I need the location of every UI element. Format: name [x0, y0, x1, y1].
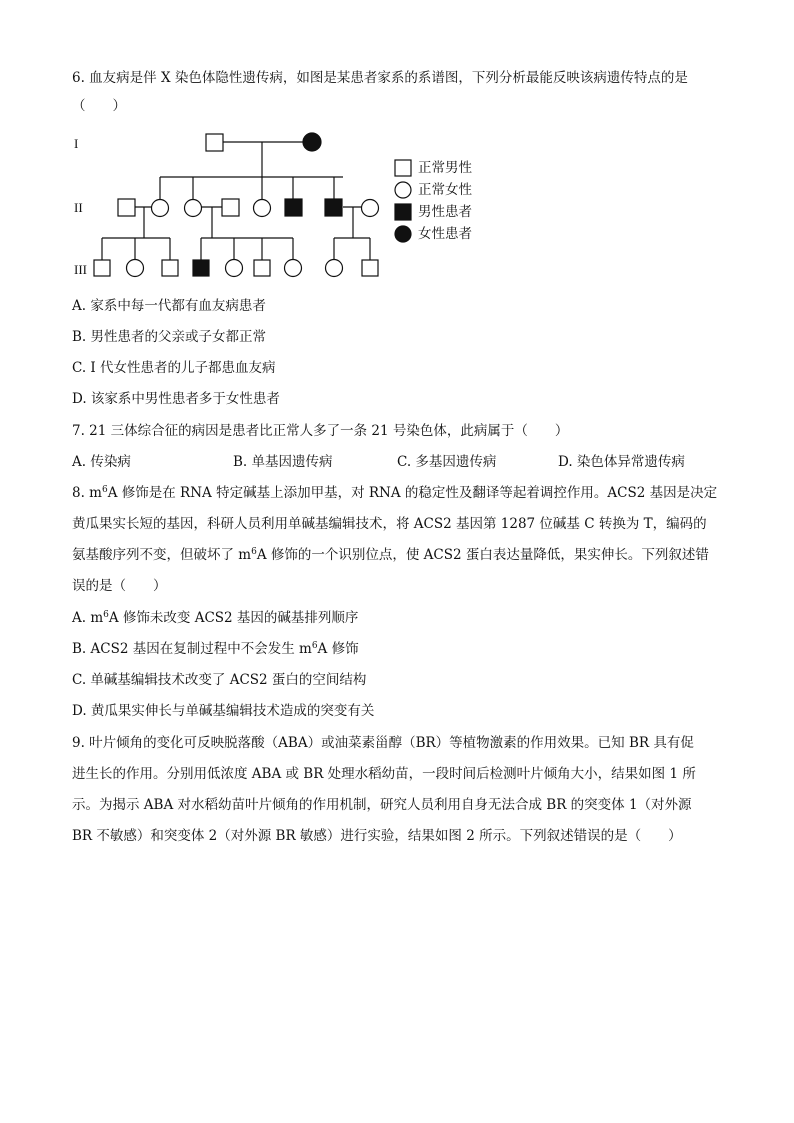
q8-stem-line-4: 误的是（ ）	[72, 578, 167, 594]
gen2-spouse-male-2	[222, 199, 239, 216]
gen3-male-affected	[193, 260, 209, 276]
gen3-female-3	[285, 260, 302, 277]
gen2-male-affected-1	[285, 199, 302, 216]
q6-option-d: D. 该家系中男性患者多于女性患者	[72, 391, 280, 407]
circle-filled-icon	[394, 225, 412, 243]
gen2-male-affected-2	[325, 199, 342, 216]
gen2-female-1	[152, 200, 169, 217]
q9-stem-line-3: 示。为揭示 ABA 对水稻幼苗叶片倾角的作用机制，研究人员利用自身无法合成 BR 的突变体 1（对外源	[72, 797, 692, 813]
gen2-female-2	[185, 200, 202, 217]
q8-option-a: A. $m^6A$ 修饰未改变 ACS2 基因的碱基排列顺序	[72, 610, 359, 626]
gen3-female-2	[226, 260, 243, 277]
q7-option-d: D. 染色体异常遗传病	[558, 454, 685, 470]
gen3-male-1	[94, 260, 110, 276]
q7-stem: 7. 21 三体综合征的病因是患者比正常人多了一条 21 号染色体，此病属于（ ）	[72, 423, 569, 439]
gen3-male-3	[254, 260, 270, 276]
square-filled-icon	[394, 203, 412, 221]
generation-label-1: I	[74, 136, 79, 151]
gen2-spouse-male-1	[118, 199, 135, 216]
q8-option-d: D. 黄瓜果实伸长与单碱基编辑技术造成的突变有关	[72, 703, 375, 719]
pedigree-chart	[60, 122, 390, 282]
generation-label-3: III	[74, 262, 87, 277]
generation-label-2: II	[74, 200, 83, 215]
q7-option-b: B. 单基因遗传病	[233, 454, 333, 470]
q9-stem-line-1: 9. 叶片倾角的变化可反映脱落酸（ABA）或油菜素甾醇（BR）等植物激素的作用效果。已知 BR 具有促	[72, 735, 694, 751]
q6-option-a: A. 家系中每一代都有血友病患者	[72, 298, 266, 314]
q8-option-c: C. 单碱基编辑技术改变了 ACS2 蛋白的空间结构	[72, 672, 367, 688]
square-open-icon	[394, 159, 412, 177]
q9-stem-line-4: BR 不敏感）和突变体 2（对外源 BR 敏感）进行实验，结果如图 2 所示。下列叙述错误的是（ ）	[72, 828, 682, 844]
q8-option-b: B. ACS2 基因在复制过程中不会发生 $m^6A$ 修饰	[72, 641, 359, 657]
gen3-female-4	[326, 260, 343, 277]
q8-stem-line-2: 黄瓜果实长短的基因，科研人员利用单碱基编辑技术，将 ACS2 基因第 1287 位碱基 C 转换为 T，编码的	[72, 516, 707, 532]
gen2-female-3	[254, 200, 271, 217]
q8-stem-line-3: 氨基酸序列不变，但破坏了 $m^6A$ 修饰的一个识别位点，使 ACS2 蛋白表达量降低，果实伸长。下列叙述错	[72, 547, 709, 563]
gen3-male-4	[362, 260, 378, 276]
q7-option-c: C. 多基因遗传病	[397, 454, 497, 470]
q8-stem-line-1: 8. $m^6A$ 修饰是在 RNA 特定碱基上添加甲基，对 RNA 的稳定性及翻译等起着调控作用。ACS2 基因是决定	[72, 485, 718, 501]
q7-option-a: A. 传染病	[72, 454, 131, 470]
gen1-female-affected	[303, 133, 321, 151]
gen2-spouse-female	[362, 200, 379, 217]
circle-open-icon	[394, 181, 412, 199]
gen3-female-1	[127, 260, 144, 277]
gen3-male-2	[162, 260, 178, 276]
gen1-male-normal	[206, 134, 223, 151]
q9-stem-line-2: 进生长的作用。分别用低浓度 ABA 或 BR 处理水稻幼苗，一段时间后检测叶片倾角大小，结果如图 1 所	[72, 766, 696, 782]
q6-bracket: （ ）	[72, 98, 126, 114]
q6-option-c: C. I 代女性患者的儿子都患血友病	[72, 360, 276, 376]
q6-option-b: B. 男性患者的父亲或子女都正常	[72, 329, 267, 345]
q6-stem: 6. 血友病是伴 X 染色体隐性遗传病，如图是某患者家系的系谱图，下列分析最能反映该病遗传特点的是	[72, 70, 688, 86]
